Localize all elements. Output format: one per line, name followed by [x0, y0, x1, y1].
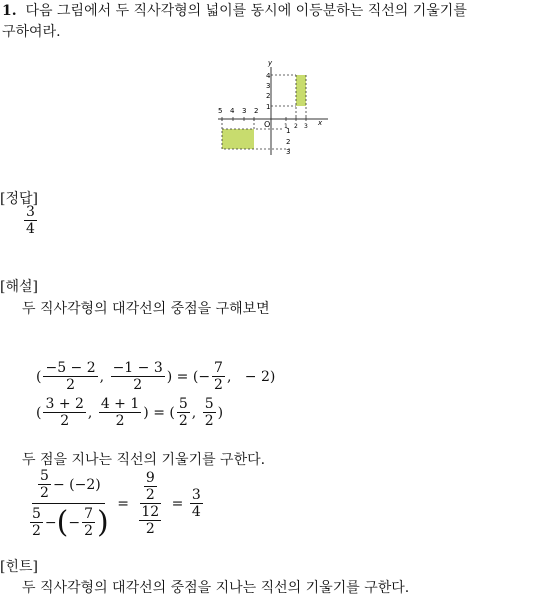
frac-num: 5 [32, 506, 41, 522]
minus-sign: − [44, 514, 57, 531]
frac-den: 4 [191, 504, 201, 520]
y-tick-label: 1 [266, 103, 271, 111]
frac-num: 7 [214, 360, 223, 376]
paren: ( [36, 368, 42, 385]
answer-denominator: 4 [26, 221, 35, 237]
frac-num: 3 [191, 487, 201, 503]
comma: , [191, 404, 197, 421]
frac-den: 2 [145, 521, 155, 537]
slope-main-fraction: $\frac{5}{2}$ − (−2) $\frac{5}{2}$ − ( − $\frac{7}{2}$ ) [32, 468, 109, 540]
frac-num: 5 [40, 468, 49, 484]
paren: ) [166, 368, 173, 385]
question-line-2: 구하여라. [2, 24, 61, 40]
question-line-1: 다음 그림에서 두 직사각형의 넓이를 동시에 이등분하는 직선의 기울기를 [25, 3, 467, 19]
solution-intro: 두 직사각형의 대각선의 중점을 구해보면 [22, 301, 270, 317]
x-tick-label: 2 [294, 123, 298, 130]
x-tick-label: 2 [254, 107, 259, 115]
x-tick-label: 3 [304, 123, 308, 130]
equals: = [171, 495, 184, 512]
y-tick-label: 2 [266, 92, 271, 100]
y-tick-label: 2 [286, 138, 291, 146]
answer-label: [정답] [0, 191, 38, 207]
y-tick-label: 4 [266, 72, 271, 80]
origin-label: O [264, 120, 271, 129]
question-text [2, 0, 467, 22]
y-tick-label: 3 [286, 148, 291, 156]
equals: = (− [176, 368, 211, 385]
frac-den: 2 [133, 377, 143, 393]
answer-fraction [22, 204, 39, 237]
comma: , [99, 368, 105, 385]
paren: ) [217, 404, 224, 421]
y-tick-label: 3 [266, 82, 271, 90]
midpoint-equation-1 [36, 360, 275, 393]
frac-den: 2 [66, 377, 76, 393]
slope-text: 두 점을 지나는 직선의 기울기를 구한다. [22, 452, 266, 468]
midpoint-equation-2 [36, 396, 223, 429]
frac-den: 2 [204, 413, 214, 429]
frac-den: 2 [115, 413, 125, 429]
paren: ( [36, 404, 42, 421]
x-axis-label: x [318, 119, 323, 127]
y-axis-label: y [268, 59, 273, 67]
equals: = [117, 495, 129, 512]
result-y: − 2) [244, 368, 276, 385]
frac-den: 2 [145, 487, 155, 503]
x-tick-label: 1 [284, 123, 288, 130]
frac-num: 3 + 2 [45, 396, 84, 412]
x-tick-label: 4 [230, 107, 235, 115]
paren: ) [143, 404, 149, 421]
equals: = ( [153, 404, 175, 421]
frac-den: 2 [84, 523, 94, 539]
comma: , [226, 368, 232, 385]
solution-label: [해설] [0, 279, 38, 295]
slope-equation [24, 468, 205, 539]
question-number: 1. [2, 3, 17, 19]
lower-rectangle [222, 129, 254, 149]
slope-result [190, 487, 203, 520]
frac-den: 2 [40, 485, 49, 501]
frac-num: 4 + 1 [100, 396, 140, 412]
upper-rectangle [296, 75, 306, 106]
top-rest: − (−2) [52, 476, 101, 493]
frac-num: −1 − 3 [112, 360, 163, 376]
frac-den: 2 [178, 413, 188, 429]
x-tick-label: 5 [218, 107, 223, 115]
inner-minus: − [68, 514, 81, 531]
answer-numerator: 3 [26, 204, 35, 220]
slope-mid-fraction [135, 470, 165, 537]
hint-label: [힌트] [0, 559, 38, 575]
coordinate-figure [200, 55, 340, 165]
frac-den: 2 [214, 377, 223, 393]
hint-text: 두 직사각형의 대각선의 중점을 지나는 직선의 기울기를 구한다. [22, 580, 410, 596]
frac-den: 2 [32, 523, 41, 539]
frac-num: 12 [141, 504, 160, 520]
comma: , [87, 404, 93, 421]
frac-den: 2 [60, 413, 70, 429]
frac-num: 7 [84, 506, 94, 522]
frac-num: 5 [178, 396, 188, 412]
frac-num: 5 [204, 396, 214, 412]
frac-num: −5 − 2 [45, 360, 96, 376]
frac-num: 9 [145, 470, 155, 486]
y-tick-label: 1 [286, 127, 291, 135]
x-tick-label: 3 [242, 107, 247, 115]
